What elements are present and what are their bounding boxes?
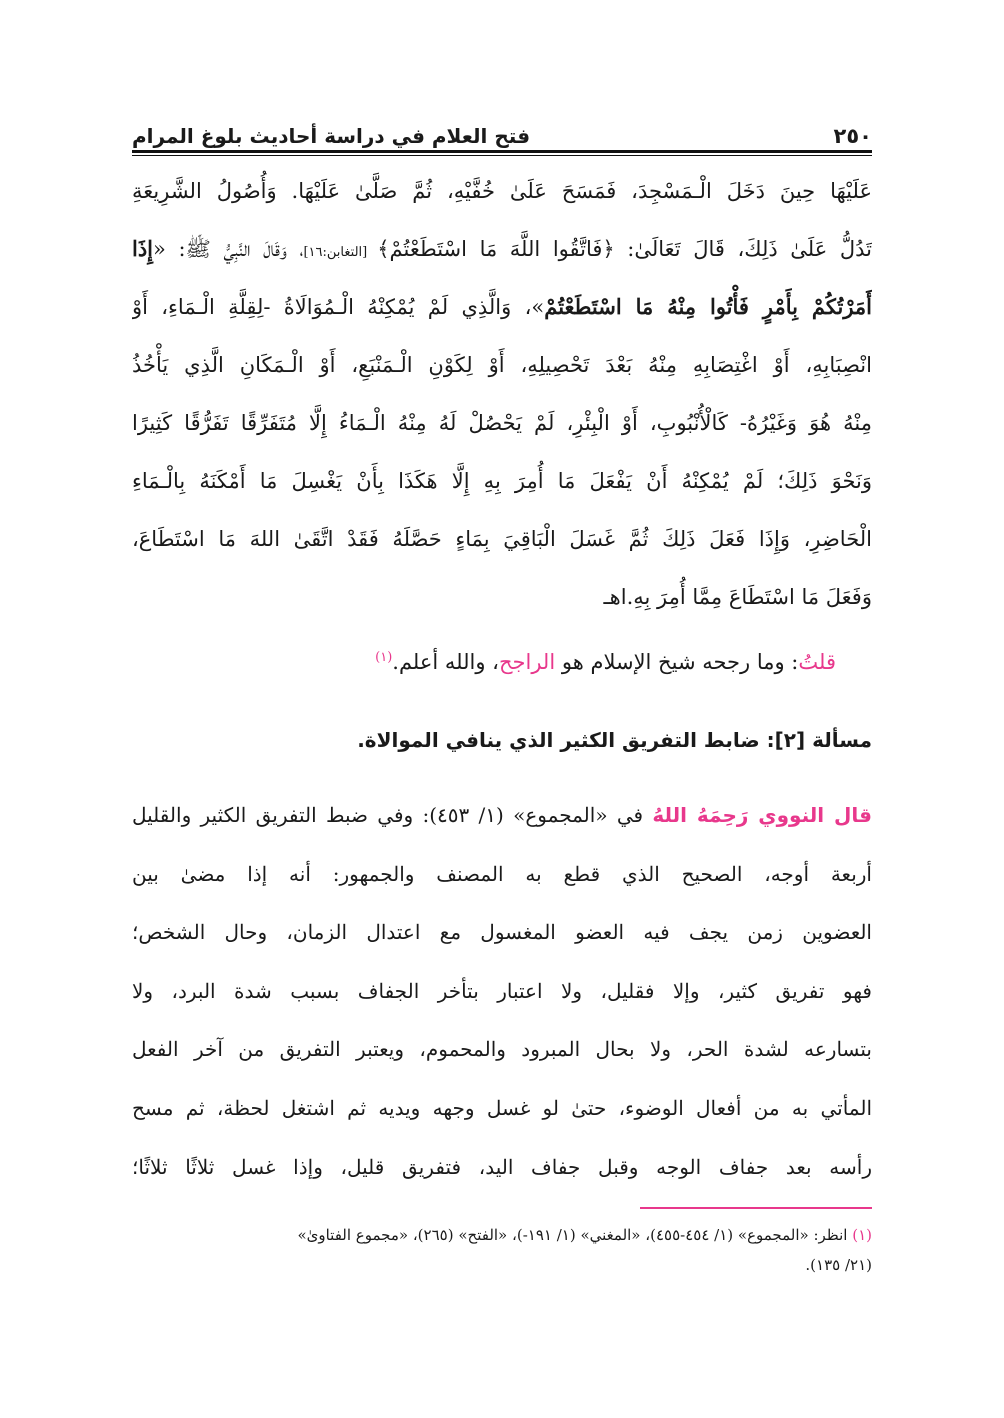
para-line: العضوين زمن يجف فيه العضو المغسول مع اعتدال الزمان، وحال الشخص؛ (132, 920, 872, 945)
body-line: وَنَحْوَ ذَلِكَ؛ لَمْ يُمْكِنْهُ أَنْ يَفْعَلَ مَا أُمِرَ بِهِ إِلَّا هَكَذَا بِأَنْ يَغْسِلَ مَا أَمْكَنَهُ بِالْـمَاءِ (132, 469, 872, 493)
footnote-line: (٢١/ ١٣٥). (805, 1256, 872, 1274)
hadith-text: أَمَرْتُكُمْ بِأَمْرٍ فَأْتُوا مِنْهُ مَا اسْتَطَعْتُمْ (544, 294, 872, 319)
quran-verse: ﴿فَاتَّقُوا اللَّهَ مَا اسْتَطَعْتُمْ﴾ (377, 237, 615, 261)
body-line: وَفَعَلَ مَا اسْتَطَاعَ مِمَّا أُمِرَ بِهِ.اهـ (603, 585, 872, 609)
para-line: فهو تفريق كثير، وإلا فقليل، ولا اعتبار بتأخر الجفاف بسبب شدة البرد، ولا (132, 978, 872, 1003)
para-line: رأسه بعد جفاف الوجه وقبل جفاف اليد، فتفريق قليل، وإذا غسل ثلاثًا ثلاثًا؛ (132, 1154, 872, 1179)
nawawi-attribution: قال النووي رَحِمَهُ اللهُ (652, 803, 872, 827)
body-line: مِنْهُ هُوَ وَغَيْرُهُ- كَالْأُنْبُوبِ، أَوْ الْبِئْرِ، لَمْ يَحْصُلْ لَهُ مِنْهُ الْـمَاءُ إِلَّا مُتَفَرِّقًا تَفَرُّقًا كَثِيرًا (132, 411, 872, 435)
footnote-divider (640, 1207, 872, 1209)
header-rule (132, 150, 872, 153)
body-line: تَدُلُّ عَلَىٰ ذَلِكَ، قَالَ تَعَالَىٰ: ﴿فَاتَّقُوا اللَّهَ مَا اسْتَطَعْتُمْ﴾ [التغابن:١٦]، وَقَالَ النَّبِيُّ ﷺ: «إِذَا (132, 236, 872, 261)
para-line: قال النووي رَحِمَهُ اللهُ في «المجموع» (١/ ٤٥٣): وفي ضبط التفريق الكثير والقليل (132, 803, 872, 827)
main-text-block (132, 162, 872, 626)
running-title: فتح العلام في دراسة أحاديث بلوغ المرام (132, 124, 531, 148)
footnotes (132, 1220, 872, 1280)
footnote-line: (١) انظر: «المجموع» (١/ ٤٥٤-٤٥٥)، «المغني» (١/ ١٩١-)، «الفتح» (٢٦٥)، «مجموع الفتاوىٰ» (297, 1226, 872, 1244)
footnote-number: (١) (852, 1226, 872, 1244)
para-line: المأتي به من أفعال الوضوء، حتىٰ لو غسل وجهه ويديه ثم اشتغل لحظة، ثم مسح (132, 1095, 872, 1120)
rajih-word: الراجح (498, 650, 556, 674)
page-number: ٢٥٠ (833, 124, 872, 148)
page-header (132, 112, 872, 148)
body-line: الْحَاضِرِ، وَإِذَا فَعَلَ ذَلِكَ ثُمَّ غَسَلَ الْبَاقِيَ بِمَاءٍ حَصَّلَهُ فَقَدْ اتَّقَىٰ اللهَ مَا اسْتَطَاعَ، (132, 527, 872, 551)
para-line: أربعة أوجه، الصحيح الذي قطع به المصنف والجمهور: أنه إذا مضىٰ بين (132, 861, 872, 886)
footnote-ref[interactable]: (١) (375, 650, 393, 665)
para-line: بتسارعه لشدة الحر، ولا بحال المبرود والمحموم، ويعتبر التفريق من آخر الفعل (132, 1037, 872, 1062)
qult-label: قلتُ (798, 650, 836, 674)
author-note: قلتُ: وما رجحه شيخ الإسلام هو الراجح، والله أعلم.$^{(١)}$ (375, 650, 836, 674)
body-line: انْصِبَابِهِ، أَوْ اغْتِصَابِهِ مِنْهُ بَعْدَ تَحْصِيلِهِ، أَوْ لِكَوْنِ الْـمَنْبَعِ، أَوْ الْـمَكَانِ الَّذِي يَأْخُذُ (132, 353, 872, 377)
nawawi-paragraph (132, 786, 872, 1196)
body-line: عَلَيْهَا حِينَ دَخَلَ الْـمَسْجِدَ، فَمَسَحَ عَلَىٰ خُفَّيْهِ، ثُمَّ صَلَّىٰ عَلَيْهَا. وَأُصُولُ الشَّرِيعَةِ (132, 179, 872, 203)
body-line: أَمَرْتُكُمْ بِأَمْرٍ فَأْتُوا مِنْهُ مَا اسْتَطَعْتُمْ»، وَالَّذِي لَمْ يُمْكِنْهُ الْـمُوَالَاةُ -لِقِلَّةِ الْـمَاءِ، أَوْ (132, 294, 872, 319)
verse-reference: [التغابن:١٦] (303, 245, 378, 260)
section-heading: مسألة [٢]: ضابط التفريق الكثير الذي ينافي الموالاة. (357, 728, 872, 752)
